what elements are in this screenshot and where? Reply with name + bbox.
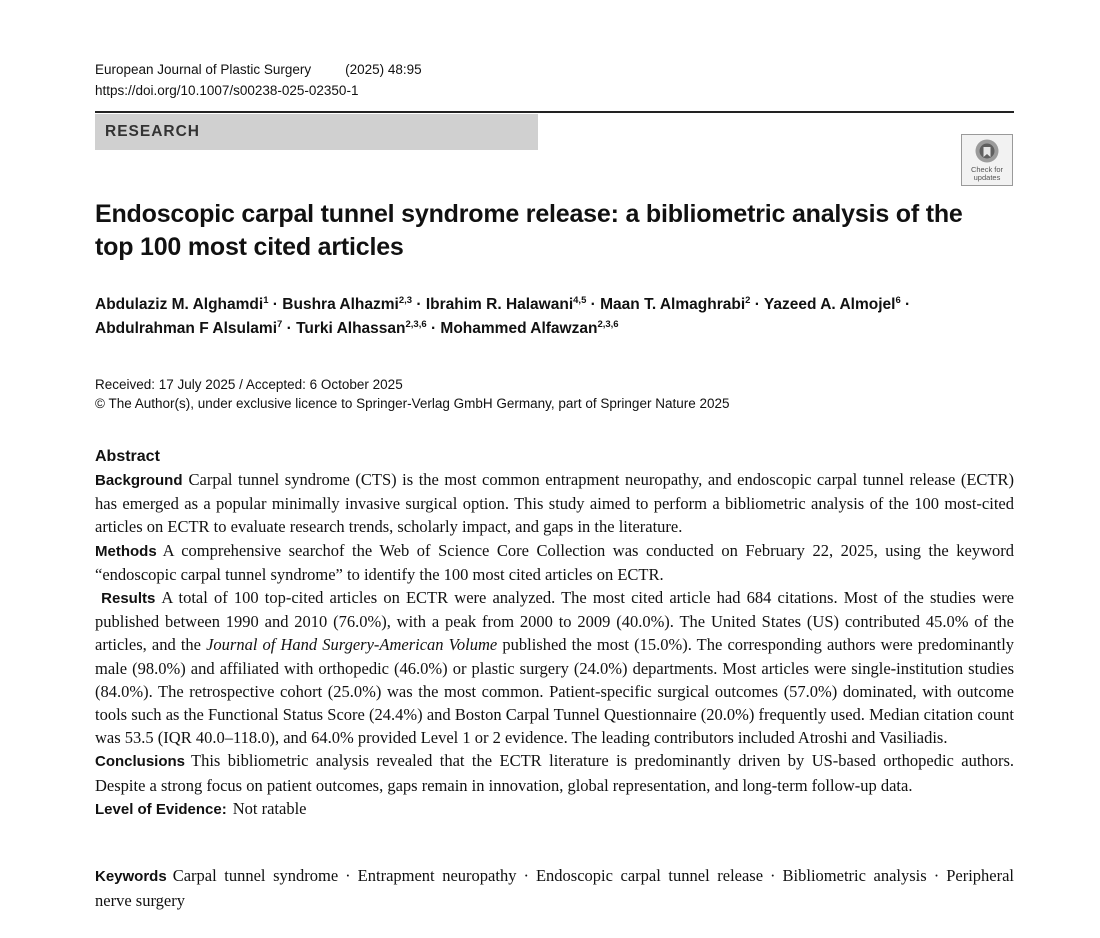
affiliation-marker: 4,5 [573,295,587,306]
copyright-notice: © The Author(s), under exclusive licence to Springer-Verlag GmbH Germany, part of Springer Nature 2025 [95,396,730,411]
received-accepted: Received: 17 July 2025 / Accepted: 6 October 2025 [95,377,403,392]
affiliation-marker: 6 [895,295,901,306]
author[interactable]: Ibrahim R. Halawani$^{4,5}$ [425,295,587,313]
background-label: Background [95,472,183,489]
keyword: Carpal tunnel syndrome [172,866,339,885]
affiliation-marker: 2,3,6 [405,319,427,330]
header-rule [95,111,1014,113]
check-updates-line1: Check for [970,165,1004,174]
author[interactable]: Bushra Alhazmi$^{2,3}$ [282,295,413,313]
section-label: RESEARCH [105,123,200,140]
journal-name: European Journal of Plastic Surgery [95,62,312,77]
keyword: Endoscopic carpal tunnel release [535,866,764,885]
doi-link[interactable]: https://doi.org/10.1007/s00238-025-02350-1 [95,83,359,98]
abstract-heading: Abstract [95,448,160,465]
affiliation-marker: 2 [745,295,751,306]
journal-line [95,62,422,77]
level-label: Level of Evidence: [95,800,227,818]
abstract-results [95,586,1014,749]
affiliation-marker: 2,3,6 [597,319,619,330]
publication-dates [95,375,730,413]
section-band [95,114,538,150]
check-updates-line2: updates [973,173,1001,182]
keywords-label: Keywords [95,868,167,885]
conclusions-label: Conclusions [95,753,186,771]
year-volume: (2025) 48:95 [345,62,422,77]
author[interactable]: Maan T. Almaghrabi$^2$ [600,295,751,313]
affiliation-marker: 2,3 [398,295,413,306]
author[interactable]: Abdulrahman F Alsulami$^7$ [95,319,283,337]
affiliation-marker: 1 [263,295,269,306]
author-list: Abdulaziz M. Alghamdi$^1$ · Bushra Alhazmi$^{2,3}$ · Ibrahim R. Halawani$^{4,5}$ · Maan T. Almaghrabi$^2$ · Yazeed A. Almojel$^6$ · Abdulrahman F Alsulami$^7$ · Turki Alhassan$^{2,3,6}$ · Mohammed Alfawzan$^{2,3,6}$ [95,295,911,337]
abstract-section [95,446,1014,821]
author[interactable]: Yazeed A. Almojel$^6$ [763,295,901,313]
check-for-updates-button[interactable] [961,134,1013,186]
results-text-1: A total of 100 top-cited articles on ECTR were analyzed. The most cited article had 684 citations. Most of the studies were published between 1990 and 2010 (76.0%), with a peak from 2000 to 2009 (40.0%). The United States (US) contributed 45.0% of the articles, and the [95,588,1015,655]
keyword: Peripheral nerve surgery [95,866,1015,910]
check-for-updates-icon [974,138,1000,166]
author[interactable]: Turki Alhassan$^{2,3,6}$ [296,319,427,337]
background-text: Carpal tunnel syndrome (CTS) is the most common entrapment neuropathy, and endoscopic carpal tunnel release (ECTR) has emerged as a popular minimally invasive surgical option. This study aimed to perform a bibliometric analysis of the 100 most-cited articles on ECTR to evaluate research trends, scholarly impact, and gaps in the literature. [95,470,1014,537]
level-text: Not ratable [232,798,307,818]
keywords-section: Keywords Carpal tunnel syndrome · Entrapment neuropathy · Endoscopic carpal tunnel release · Bibliometric analysis · Peripheral nerve surgery [95,866,1015,910]
author[interactable]: Abdulaziz M. Alghamdi$^1$ [95,295,269,313]
keyword: Bibliometric analysis [782,866,927,885]
results-journal: Journal of Hand Surgery-American Volume [206,635,498,655]
author[interactable]: Mohammed Alfawzan$^{2,3,6}$ [440,319,619,337]
methods-text: A comprehensive searchof the Web of Science Core Collection was conducted on February 22, 2025, using the keyword “endoscopic carpal tunnel syndrome” to identify the 100 most cited articles on ECTR. [95,540,1014,584]
abstract-conclusions [95,749,1014,796]
methods-label: Methods [95,542,157,560]
article-title: Endoscopic carpal tunnel syndrome release: a bibliometric analysis of the top 100 most cited articles [95,200,963,261]
abstract-methods [95,539,1014,586]
results-text-2: published the most (15.0%). The corresponding authors were predominantly male (98.0%) and affiliated with orthopedic (46.0%) or plastic surgery (24.0%) departments. Most articles were single-institution studies (84.0%). The retrospective cohort (25.0%) was the most common. Patient-specific surgical outcomes (57.0%) dominated, with outcome tools such as the Functional Status Score (24.4%) and Boston Carpal Tunnel Questionnaire (20.0%) frequently used. Median citation count was 53.5 (IQR 40.0–118.0), and 64.0% provided Level 1 or 2 evidence. The leading contributors included Atroshi and Vasiliadis. [95,635,1015,748]
abstract-level-of-evidence [95,797,1014,821]
abstract-background [95,468,1014,539]
results-label: Results [101,590,156,608]
affiliation-marker: 7 [277,319,283,330]
conclusions-text: This bibliometric analysis revealed that the ECTR literature is predominantly driven by US-based orthopedic authors. Despite a strong focus on patient outcomes, gaps remain in innovation, global representation, and long-term follow-up data. [95,751,1014,795]
keyword: Entrapment neuropathy [357,866,517,885]
